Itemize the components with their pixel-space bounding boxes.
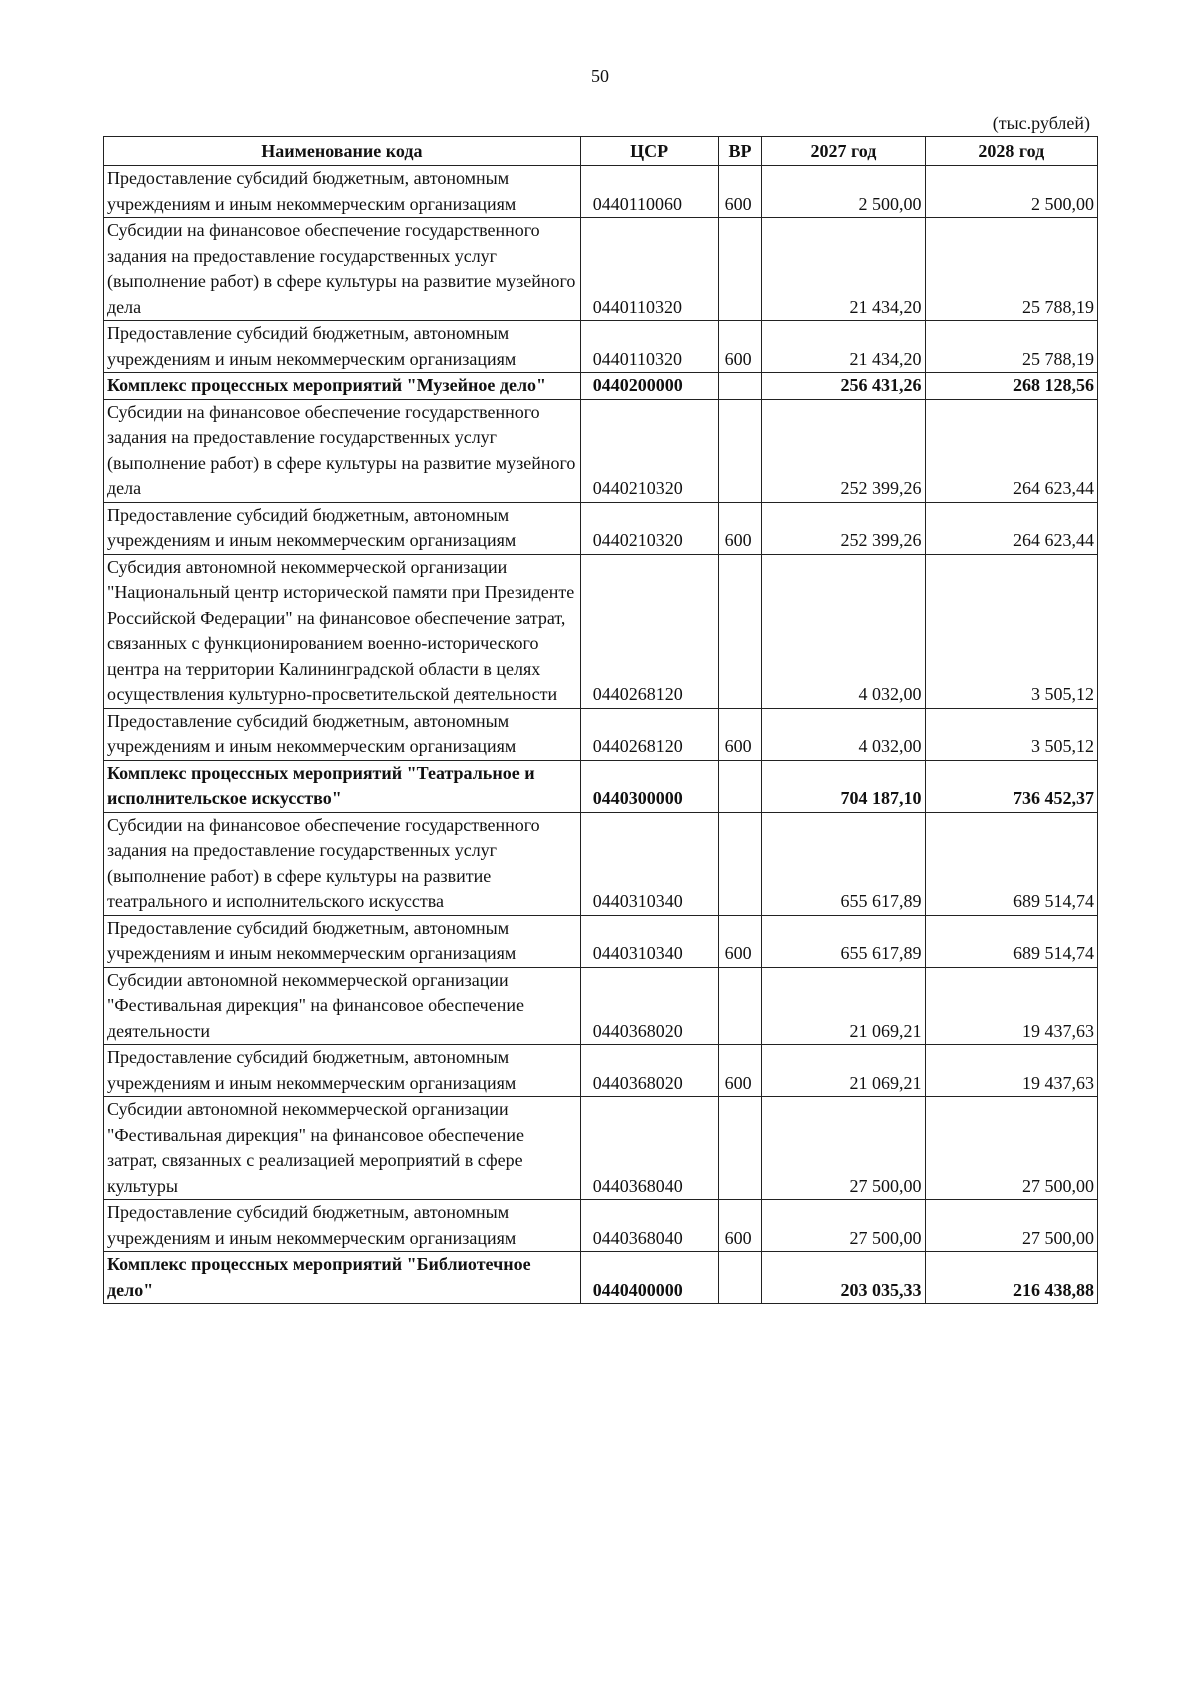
cell-name: Предоставление субсидий бюджетным, автономным учреждениям и иным некоммерческим организациям: [104, 915, 581, 967]
cell-vr: 600: [718, 915, 762, 967]
cell-csr: 0440368020: [580, 1045, 718, 1097]
cell-2028: 264 623,44: [925, 502, 1097, 554]
cell-name: Комплекс процессных мероприятий "Библиотечное дело": [104, 1252, 581, 1304]
cell-2027: 21 069,21: [762, 1045, 925, 1097]
cell-vr: [718, 1252, 762, 1304]
cell-name: Предоставление субсидий бюджетным, автономным учреждениям и иным некоммерческим организациям: [104, 1045, 581, 1097]
cell-2028: 736 452,37: [925, 760, 1097, 812]
cell-vr: 600: [718, 321, 762, 373]
table-header-row: [104, 137, 1098, 166]
cell-2028: 27 500,00: [925, 1200, 1097, 1252]
cell-2028: 25 788,19: [925, 218, 1097, 321]
cell-2028: 25 788,19: [925, 321, 1097, 373]
cell-2028: 268 128,56: [925, 373, 1097, 400]
cell-2027: 252 399,26: [762, 502, 925, 554]
cell-2027: 704 187,10: [762, 760, 925, 812]
cell-2027: 4 032,00: [762, 554, 925, 708]
cell-csr: 0440310340: [580, 812, 718, 915]
cell-csr: 0440210320: [580, 502, 718, 554]
cell-csr: 0440300000: [580, 760, 718, 812]
header-vr: ВР: [718, 137, 762, 166]
cell-csr: 0440310340: [580, 915, 718, 967]
cell-csr: 0440368020: [580, 967, 718, 1045]
cell-2027: 21 069,21: [762, 967, 925, 1045]
header-name: Наименование кода: [104, 137, 581, 166]
header-csr: ЦСР: [580, 137, 718, 166]
page-number: 50: [591, 66, 609, 86]
cell-csr: 0440200000: [580, 373, 718, 400]
cell-vr: 600: [718, 1045, 762, 1097]
cell-name: Комплекс процессных мероприятий "Музейное дело": [104, 373, 581, 400]
cell-2027: 27 500,00: [762, 1097, 925, 1200]
cell-name: Субсидии автономной некоммерческой организации "Фестивальная дирекция" на финансовое обеспечение деятельности: [104, 967, 581, 1045]
cell-2027: 655 617,89: [762, 812, 925, 915]
cell-2028: 689 514,74: [925, 915, 1097, 967]
cell-name: Субсидии на финансовое обеспечение государственного задания на предоставление государственных услуг (выполнение работ) в сфере культуры на развитие музейного дела: [104, 399, 581, 502]
cell-csr: 0440368040: [580, 1097, 718, 1200]
cell-vr: 600: [718, 502, 762, 554]
table-row: [104, 708, 1098, 760]
cell-2027: 203 035,33: [762, 1252, 925, 1304]
table-row: [104, 1097, 1098, 1200]
cell-csr: 0440400000: [580, 1252, 718, 1304]
cell-vr: [718, 218, 762, 321]
cell-csr: 0440268120: [580, 708, 718, 760]
table-row: [104, 967, 1098, 1045]
cell-name: Предоставление субсидий бюджетным, автономным учреждениям и иным некоммерческим организациям: [104, 502, 581, 554]
cell-2027: 256 431,26: [762, 373, 925, 400]
cell-vr: [718, 760, 762, 812]
cell-2028: 689 514,74: [925, 812, 1097, 915]
header-2027: 2027 год: [762, 137, 925, 166]
cell-2027: 655 617,89: [762, 915, 925, 967]
cell-csr: 0440110060: [580, 166, 718, 218]
cell-2028: 216 438,88: [925, 1252, 1097, 1304]
cell-2028: 264 623,44: [925, 399, 1097, 502]
cell-name: Субсидии автономной некоммерческой организации "Фестивальная дирекция" на финансовое обеспечение затрат, связанных с реализацией мероприятий в сфере культуры: [104, 1097, 581, 1200]
cell-name: Предоставление субсидий бюджетным, автономным учреждениям и иным некоммерческим организациям: [104, 321, 581, 373]
cell-2027: 27 500,00: [762, 1200, 925, 1252]
cell-vr: 600: [718, 1200, 762, 1252]
cell-2027: 21 434,20: [762, 321, 925, 373]
header-2028: 2028 год: [925, 137, 1097, 166]
cell-name: Предоставление субсидий бюджетным, автономным учреждениям и иным некоммерческим организациям: [104, 166, 581, 218]
cell-2028: 19 437,63: [925, 967, 1097, 1045]
cell-vr: 600: [718, 708, 762, 760]
cell-2028: 27 500,00: [925, 1097, 1097, 1200]
table-row: [104, 218, 1098, 321]
budget-table: [103, 136, 1098, 1304]
table-row: [104, 502, 1098, 554]
cell-2027: 2 500,00: [762, 166, 925, 218]
table-body: [104, 166, 1098, 1304]
cell-vr: [718, 812, 762, 915]
cell-2027: 4 032,00: [762, 708, 925, 760]
cell-2027: 21 434,20: [762, 218, 925, 321]
cell-csr: 0440210320: [580, 399, 718, 502]
table-row: [104, 321, 1098, 373]
table-row: [104, 373, 1098, 400]
cell-2028: 3 505,12: [925, 554, 1097, 708]
cell-vr: [718, 373, 762, 400]
cell-csr: 0440110320: [580, 321, 718, 373]
cell-2027: 252 399,26: [762, 399, 925, 502]
table-row: [104, 915, 1098, 967]
table-row: [104, 166, 1098, 218]
cell-csr: 0440268120: [580, 554, 718, 708]
table-row: [104, 1252, 1098, 1304]
table-row: [104, 1200, 1098, 1252]
cell-name: Комплекс процессных мероприятий "Театральное и исполнительское искусство": [104, 760, 581, 812]
table-row: [104, 399, 1098, 502]
units-label: (тыс.рублей): [992, 113, 1090, 133]
cell-csr: 0440368040: [580, 1200, 718, 1252]
cell-2028: 2 500,00: [925, 166, 1097, 218]
cell-csr: 0440110320: [580, 218, 718, 321]
cell-vr: [718, 1097, 762, 1200]
cell-name: Предоставление субсидий бюджетным, автономным учреждениям и иным некоммерческим организациям: [104, 708, 581, 760]
cell-2028: 19 437,63: [925, 1045, 1097, 1097]
cell-name: Предоставление субсидий бюджетным, автономным учреждениям и иным некоммерческим организациям: [104, 1200, 581, 1252]
cell-vr: [718, 554, 762, 708]
cell-vr: [718, 967, 762, 1045]
cell-vr: [718, 399, 762, 502]
cell-name: Субсидии на финансовое обеспечение государственного задания на предоставление государственных услуг (выполнение работ) в сфере культуры на развитие музейного дела: [104, 218, 581, 321]
cell-2028: 3 505,12: [925, 708, 1097, 760]
table-row: [104, 554, 1098, 708]
cell-name: Субсидия автономной некоммерческой организации "Национальный центр исторической памяти при Президенте Российской Федерации" на финансовое обеспечение затрат, связанных с функционированием военно-исторического центра на территории Калининградской области в целях осуществления культурно-просветительской деятельности: [104, 554, 581, 708]
table-row: [104, 812, 1098, 915]
table-row: [104, 760, 1098, 812]
table-row: [104, 1045, 1098, 1097]
cell-name: Субсидии на финансовое обеспечение государственного задания на предоставление государственных услуг (выполнение работ) в сфере культуры на развитие театрального и исполнительского искусства: [104, 812, 581, 915]
cell-vr: 600: [718, 166, 762, 218]
